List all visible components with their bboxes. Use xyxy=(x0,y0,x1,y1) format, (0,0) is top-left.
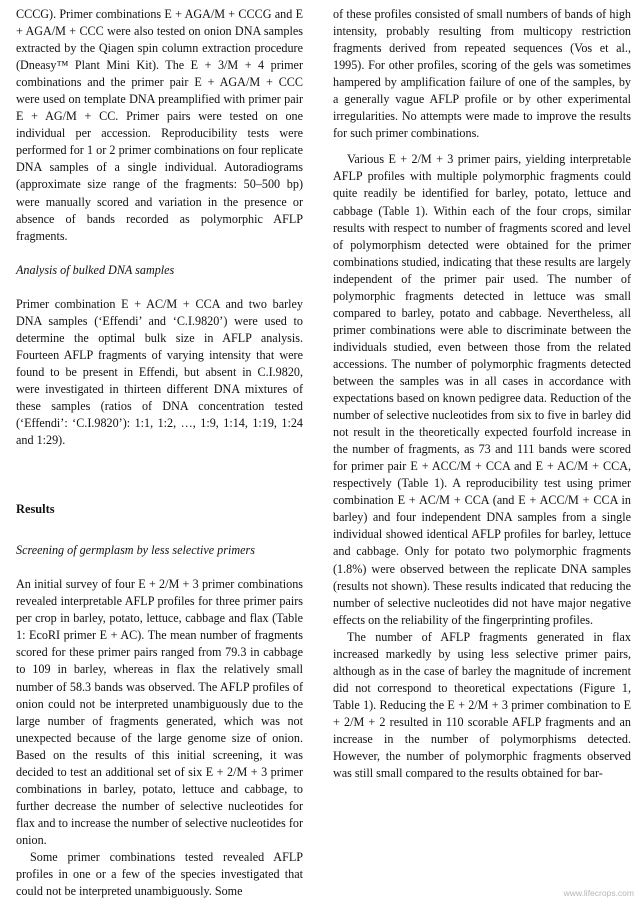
subheading-bulked-dna: Analysis of bulked DNA samples xyxy=(16,262,175,277)
right-column xyxy=(333,6,631,782)
paragraph-initial-survey: An initial survey of four E + 2/M + 3 primer combinations revealed interpretable AFLP profiles for three primer pairs per crop in barley, potato, lettuce, cabbage and flax (Table 1: EcoRI primer E + AC). The mean number of fragments scored for these primer pairs ranged from 79.3 in cabbage to 109 in barley, whereas in flax the relatively small number of 58.3 bands was observed. The AFLP profiles of onion could not be interpreted unambiguously due to the large number of fragments generated, which was not unexpected because of the large genome size of onion. Based on the results of this initial screening, it was decided to test an additional set of six E + 2/M + 3 primer combinations in barley, potato, lettuce and cabbage, to further decrease the number of selective nucleotides for flax and to increase the number of selective nucleotides for onion. xyxy=(16,577,303,847)
watermark: www.lifecrops.com xyxy=(563,888,634,898)
paragraph-flax-fragments: The number of AFLP fragments generated in flax increased markedly by using less selective primer pairs, although as in the case of barley the magnitude of increment did not correspond to theoretical expectations (Figure 1, Table 1). Reducing the E + 2/M + 3 primer combination to E + 2/M + 2 resulted in 110 scorable AFLP fragments and an increase in the number of polymorphisms detected. However, the number of polymorphic fragments observed was still small compared to the results obtained for bar- xyxy=(333,629,631,781)
paragraph-various-primer-pairs: Various E + 2/M + 3 primer pairs, yielding interpretable AFLP profiles with multiple polymorphic fragments could quite readily be identified for barley, potato, lettuce and cabbage (Table 1). Within each of the four crops, similar results with respect to number of fragments scored and level of polymorphism detected were obtained for the primer combinations studied, indicating that these results are largely independent of the primer pair used. The number of polymorphic fragments detected in lettuce was small compared to barley, potato and cabbage. Nevertheless, all primer combinations were able to discriminate between the individuals studied, even between those from the related accessions. The number of polymorphic fragments detected between the samples was in all cases in accordance with expectations based on known pedigree data. Reduction of the number of selective nucleotides from six to five in barley did not result in the theoretically expected fourfold increase in the number of fragments, as 73 and 111 bands were scored for primer pair E + ACC/M + CCA and E + AC/M + CCA, respectively (Table 1). A reproducibility test using primer combination E + AC/M + CCA (and E + ACC/M + CCA in barley) and four independent DNA samples from a single individual showed identical AFLP profiles for barley, lettuce and cabbage. Only for potato two polymorphic fragments (1.8%) were observed between the replicate DNA samples (results not shown). These results indicated that reducing the number of selective nucleotides did not have major negative effects on the reliability of the fingerprinting profiles. xyxy=(333,152,631,627)
paragraph-bulk-analysis: Primer combination E + AC/M + CCA and two barley DNA samples (‘Effendi’ and ‘C.I.9820’) were used to determine the optimal bulk size in AFLP analysis. Fourteen AFLP fragments of varying intensity that were found to be present in Effendi, but absent in C.I.9820, were investigated in thirteen different DNA mixtures of these samples (ratios of DNA concentration tested (‘Effendi’: ‘C.I.9820’): 1:1, 1:2, …, 1:9, 1:14, 1:19, 1:24 and 1:29). xyxy=(16,296,303,448)
paragraph-some-combinations: Some primer combinations tested revealed AFLP profiles in one or a few of the species investigated that could not be interpreted unambiguously. Some xyxy=(16,849,303,899)
paragraph-methods-primers: CCCG). Primer combinations E + AGA/M + CCCG and E + AGA/M + CCC were also tested on onion DNA samples extracted by the Qiagen spin column extraction procedure (Dneasy™ Plant Mini Kit). The E + 3/M + 4 primer combinations and the primer pair E + AGA/M + CCC were used on template DNA preamplified with primer pair E + AG/M + CC. Primer pairs were tested on one individual per accession. Reproducibility tests were performed for 1 or 2 primer combinations on four replicate DNA samples of a single individual. Autoradiograms (approximate size range of the fragments: 50–500 bp) were manually scored and variation in the presence or absence of bands recorded as polymorphic AFLP fragments. xyxy=(16,7,303,243)
left-column xyxy=(16,6,303,900)
section-heading-results: Results xyxy=(16,502,55,517)
subheading-screening: Screening of germplasm by less selective primers xyxy=(16,543,255,558)
paragraph-profiles-continued: of these profiles consisted of small numbers of bands of high intensity, probably resulting from multicopy restriction fragments derived from repeated sequences (Vos et al., 1995). For other profiles, scoring of the gels was sometimes hampered by amplification failure of one of the samples, by a generally vague AFLP profile or by other experimental irregularities. No attempts were made to improve the results for such primer combinations. xyxy=(333,7,631,141)
